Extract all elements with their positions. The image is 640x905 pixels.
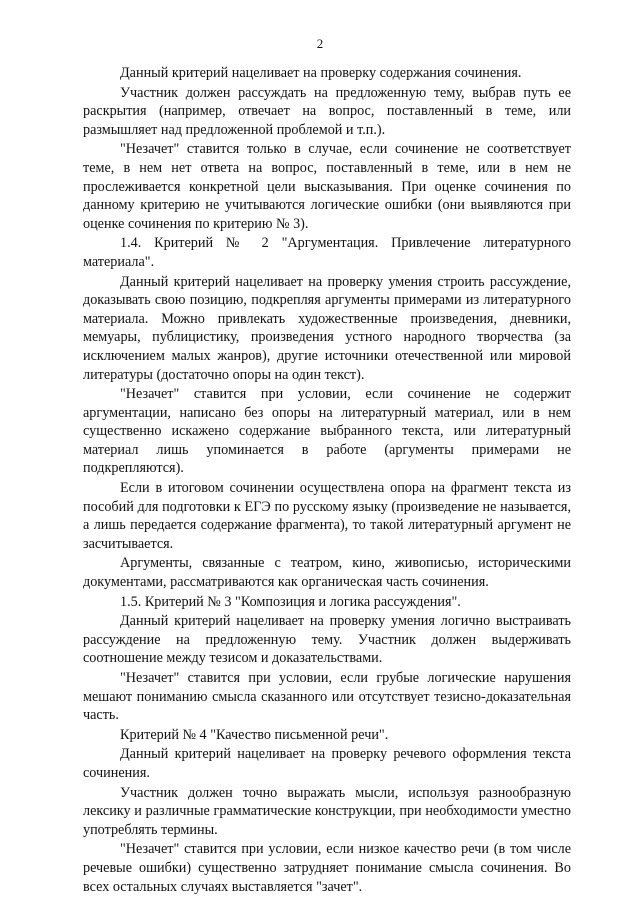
paragraph: Данный критерий нацеливает на проверку содержания сочинения.: [120, 65, 522, 81]
paragraph: "Незачет" ставится только в случае, если сочинение не соответствует теме, в нем нет ответа на вопрос, поставленный в теме, или в нем не прослеживается конкретной цели высказывания. При оценке сочинения по данному критерию не учитываются логические ошибки (они выявляются при оценке сочинения по критерию № 3).: [83, 141, 571, 232]
paragraph: "Незачет" ставится при условии, если сочинение не содержит аргументации, написано без опоры на литературный материал, или в нем существенно искажено содержание выбранного текста, или литературный материал лишь упоминается в работе (аргументы примерами не подкрепляются).: [83, 386, 571, 477]
section-heading: 1.4. Критерий № 2 "Аргументация. Привлечение литературного материала".: [83, 235, 571, 270]
paragraph: Данный критерий нацеливает на проверку умения строить рассуждение, доказывать свою позицию, подкрепляя аргументы примерами из литературного материала. Можно привлекать художественные произведения, дневники, мемуары, публицистику, произведения устного народного творчества (за исключением малых жанров), другие источники отечественной или мировой литературы (достаточно опоры на один текст).: [83, 273, 571, 383]
section-heading: Критерий № 4 "Качество письменной речи".: [120, 726, 389, 743]
paragraph: Если в итоговом сочинении осуществлена опора на фрагмент текста из пособий для подготовки к ЕГЭ по русскому языку (произведение не называется, а лишь передается содержание фрагмента), то такой литературный аргумент не засчитывается.: [83, 480, 571, 552]
paragraph: Участник должен рассуждать на предложенную тему, выбрав путь ее раскрытия (например, отвечает на вопрос, поставленный в теме, или размышляет над предложенной проблемой и т.п.).: [83, 84, 571, 138]
paragraph: Данный критерий нацеливает на проверку речевого оформления текста сочинения.: [83, 746, 571, 781]
section-heading: 1.5. Критерий № 3 "Композиция и логика рассуждения".: [120, 593, 461, 610]
page-number: 2: [316, 36, 324, 51]
document-body: [83, 64, 571, 897]
paragraph: "Незачет" ставится при условии, если низкое качество речи (в том числе речевые ошибки) существенно затрудняет понимание смысла сочинения. Во всех остальных случаях выставляется "зачет".: [83, 841, 571, 895]
paragraph: "Незачет" ставится при условии, если грубые логические нарушения мешают пониманию смысла сказанного или отсутствует тезисно-доказательная часть.: [83, 670, 571, 724]
paragraph: Аргументы, связанные с театром, кино, живописью, историческими документами, рассматриваются как органическая часть сочинения.: [83, 555, 571, 591]
paragraph: Участник должен точно выражать мысли, используя разнообразную лексику и различные грамматические конструкции, при необходимости уместно употреблять термины.: [83, 784, 571, 838]
paragraph: Данный критерий нацеливает на проверку умения логично выстраивать рассуждение на предложенную тему. Участник должен выдерживать соотношение между тезисом и доказательствами.: [83, 613, 571, 667]
